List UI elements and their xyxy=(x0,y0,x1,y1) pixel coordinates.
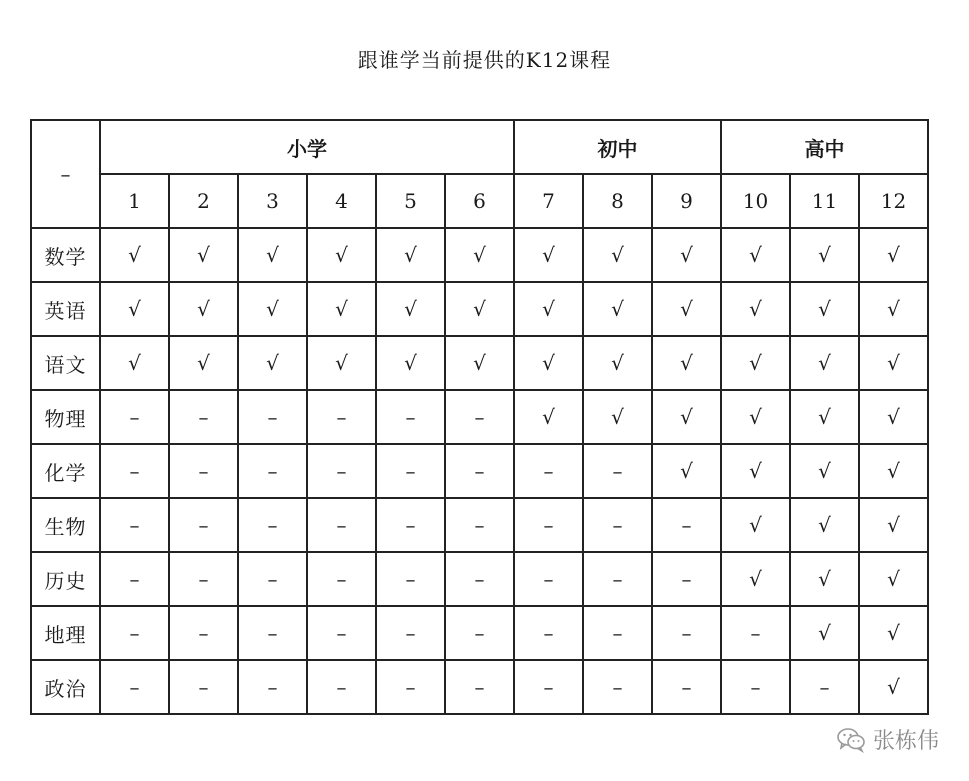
level-primary: 小学 xyxy=(100,120,514,174)
availability-cell: √ xyxy=(100,336,169,390)
availability-cell: √ xyxy=(169,336,238,390)
availability-cell: √ xyxy=(445,228,514,282)
availability-cell: √ xyxy=(721,228,790,282)
availability-cell: √ xyxy=(790,390,859,444)
availability-cell: – xyxy=(583,606,652,660)
availability-cell: √ xyxy=(445,336,514,390)
availability-cell: √ xyxy=(445,282,514,336)
grade-header: 4 xyxy=(307,174,376,228)
availability-cell: – xyxy=(100,444,169,498)
availability-cell: – xyxy=(100,606,169,660)
availability-cell: – xyxy=(100,390,169,444)
availability-cell: √ xyxy=(790,606,859,660)
grade-header: 8 xyxy=(583,174,652,228)
availability-cell: – xyxy=(169,444,238,498)
table-row xyxy=(31,444,928,498)
availability-cell: – xyxy=(238,444,307,498)
grade-header: 11 xyxy=(790,174,859,228)
availability-cell: √ xyxy=(721,498,790,552)
availability-cell: – xyxy=(445,390,514,444)
availability-cell: – xyxy=(445,660,514,714)
availability-cell: – xyxy=(652,606,721,660)
availability-cell: – xyxy=(376,606,445,660)
availability-cell: – xyxy=(100,660,169,714)
availability-cell: – xyxy=(238,498,307,552)
subject-cell: 语文 xyxy=(31,336,100,390)
level-junior-high: 初中 xyxy=(514,120,721,174)
availability-cell: √ xyxy=(652,390,721,444)
availability-cell: – xyxy=(583,660,652,714)
availability-cell: – xyxy=(652,498,721,552)
availability-cell: √ xyxy=(652,444,721,498)
availability-cell: √ xyxy=(583,336,652,390)
availability-cell: – xyxy=(307,390,376,444)
table-row xyxy=(31,336,928,390)
availability-cell: √ xyxy=(859,228,928,282)
availability-cell: √ xyxy=(859,336,928,390)
subject-cell: 物理 xyxy=(31,390,100,444)
grade-header: 5 xyxy=(376,174,445,228)
availability-cell: √ xyxy=(790,444,859,498)
grade-header: 6 xyxy=(445,174,514,228)
availability-cell: √ xyxy=(790,336,859,390)
watermark xyxy=(837,724,939,755)
availability-cell: √ xyxy=(790,498,859,552)
subject-cell: 历史 xyxy=(31,552,100,606)
availability-cell: – xyxy=(307,444,376,498)
grade-header: 10 xyxy=(721,174,790,228)
subject-cell: 数学 xyxy=(31,228,100,282)
availability-cell: √ xyxy=(859,552,928,606)
availability-cell: √ xyxy=(514,390,583,444)
availability-cell: – xyxy=(376,660,445,714)
availability-cell: – xyxy=(307,498,376,552)
availability-cell: √ xyxy=(307,228,376,282)
grade-header: 1 xyxy=(100,174,169,228)
availability-cell: – xyxy=(445,606,514,660)
availability-cell: √ xyxy=(790,228,859,282)
availability-cell: – xyxy=(169,498,238,552)
availability-cell: √ xyxy=(652,282,721,336)
availability-cell: – xyxy=(721,660,790,714)
availability-cell: – xyxy=(514,444,583,498)
availability-cell: √ xyxy=(859,282,928,336)
subject-cell: 地理 xyxy=(31,606,100,660)
availability-cell: √ xyxy=(169,228,238,282)
availability-cell: – xyxy=(445,498,514,552)
subject-cell: 英语 xyxy=(31,282,100,336)
availability-cell: √ xyxy=(376,282,445,336)
availability-cell: – xyxy=(514,606,583,660)
availability-cell: – xyxy=(514,498,583,552)
availability-cell: – xyxy=(238,390,307,444)
availability-cell: √ xyxy=(307,282,376,336)
availability-cell: – xyxy=(238,660,307,714)
availability-cell: √ xyxy=(100,228,169,282)
availability-cell: √ xyxy=(652,228,721,282)
availability-cell: – xyxy=(445,444,514,498)
table-row xyxy=(31,552,928,606)
availability-cell: √ xyxy=(514,336,583,390)
level-senior-high: 高中 xyxy=(721,120,928,174)
availability-cell: √ xyxy=(307,336,376,390)
availability-cell: – xyxy=(238,552,307,606)
watermark-text: 张栋伟 xyxy=(872,729,939,754)
availability-cell: – xyxy=(376,552,445,606)
availability-cell: √ xyxy=(238,228,307,282)
availability-cell: – xyxy=(376,498,445,552)
availability-cell: – xyxy=(583,498,652,552)
availability-cell: √ xyxy=(514,228,583,282)
corner-cell: – xyxy=(31,120,100,228)
availability-cell: √ xyxy=(859,498,928,552)
availability-cell: – xyxy=(376,444,445,498)
availability-cell: – xyxy=(100,498,169,552)
availability-cell: – xyxy=(376,390,445,444)
availability-cell: – xyxy=(721,606,790,660)
availability-cell: √ xyxy=(859,660,928,714)
availability-cell: – xyxy=(307,660,376,714)
subject-cell: 化学 xyxy=(31,444,100,498)
availability-cell: – xyxy=(169,606,238,660)
availability-cell: √ xyxy=(238,282,307,336)
course-table xyxy=(30,119,929,715)
availability-cell: – xyxy=(169,552,238,606)
availability-cell: √ xyxy=(652,336,721,390)
availability-cell: – xyxy=(169,660,238,714)
table-row xyxy=(31,606,928,660)
table-row xyxy=(31,282,928,336)
grade-header-row xyxy=(31,174,928,228)
grade-header: 3 xyxy=(238,174,307,228)
availability-cell: √ xyxy=(721,336,790,390)
table-row xyxy=(31,660,928,714)
availability-cell: – xyxy=(790,660,859,714)
grade-header: 12 xyxy=(859,174,928,228)
availability-cell: √ xyxy=(721,552,790,606)
availability-cell: – xyxy=(652,660,721,714)
grade-header: 7 xyxy=(514,174,583,228)
availability-cell: – xyxy=(307,606,376,660)
availability-cell: – xyxy=(238,606,307,660)
subject-cell: 生物 xyxy=(31,498,100,552)
table-row xyxy=(31,390,928,444)
availability-cell: √ xyxy=(721,282,790,336)
availability-cell: √ xyxy=(790,552,859,606)
availability-cell: √ xyxy=(721,444,790,498)
availability-cell: √ xyxy=(859,390,928,444)
availability-cell: – xyxy=(514,660,583,714)
availability-cell: √ xyxy=(583,390,652,444)
grade-header: 9 xyxy=(652,174,721,228)
wechat-icon xyxy=(837,727,867,753)
availability-cell: √ xyxy=(238,336,307,390)
availability-cell: √ xyxy=(376,228,445,282)
availability-cell: √ xyxy=(790,282,859,336)
subject-cell: 政治 xyxy=(31,660,100,714)
availability-cell: √ xyxy=(583,282,652,336)
availability-cell: √ xyxy=(376,336,445,390)
table-row xyxy=(31,498,928,552)
availability-cell: – xyxy=(514,552,583,606)
page-title: 跟谁学当前提供的K12课程 xyxy=(357,48,612,72)
availability-cell: √ xyxy=(859,606,928,660)
availability-cell: √ xyxy=(583,228,652,282)
grade-header: 2 xyxy=(169,174,238,228)
availability-cell: – xyxy=(169,390,238,444)
availability-cell: √ xyxy=(859,444,928,498)
availability-cell: – xyxy=(100,552,169,606)
availability-cell: – xyxy=(652,552,721,606)
availability-cell: – xyxy=(445,552,514,606)
availability-cell: √ xyxy=(514,282,583,336)
table-row xyxy=(31,228,928,282)
availability-cell: √ xyxy=(100,282,169,336)
availability-cell: √ xyxy=(721,390,790,444)
level-header-row xyxy=(31,120,928,174)
availability-cell: – xyxy=(583,444,652,498)
availability-cell: – xyxy=(583,552,652,606)
availability-cell: – xyxy=(307,552,376,606)
availability-cell: √ xyxy=(169,282,238,336)
